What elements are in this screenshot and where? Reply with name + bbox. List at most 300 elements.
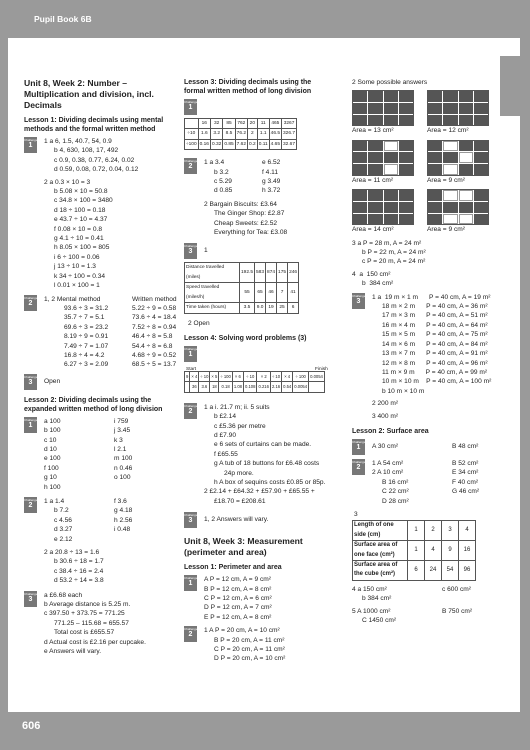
column-1 [24,78,179,657]
answer-line: a £6.68 each [44,591,83,599]
table-cell: Distance travelled (miles) [185,263,240,283]
grid-square [368,91,382,102]
table-cell: 20 [248,119,258,129]
grid-square [459,115,473,126]
answer-line: 2 Some possible answers [352,79,428,86]
table-cell: × 2 [257,371,270,381]
answer-line: d 3.27 [54,526,73,534]
table-cell: 18 [210,382,219,392]
answer-line: g 10 [44,474,57,482]
grid-square [474,202,488,213]
answer-line: 16.8 ÷ 4 = 4.2 [64,351,105,359]
lesson-heading: Lesson 1: Perimeter and area [184,564,282,572]
grid-square [474,152,488,163]
challenge-block [24,591,179,657]
grid-square [459,141,473,152]
grid-square [353,164,367,175]
column-heading: 1, 2 Mental method [44,295,101,303]
table-cell: 7.62 [235,139,247,149]
grid-square [428,202,442,213]
grid-square [368,164,382,175]
grid-square [443,214,457,225]
grid-square [353,202,367,213]
table-cell: 0.85 [223,139,235,149]
answer-line: 13 m × 7 m P = 40 cm, A = 91 m² [382,350,488,358]
table-cell: ÷10 [185,129,199,139]
challenge-badge: Challenge 1 [184,575,197,591]
division-table [184,118,297,150]
grid-square [384,190,398,201]
table-cell: 2.16 [270,382,281,392]
table-cell: 3267 [282,119,297,129]
table-cell: 9.0 [255,303,266,313]
table-cell: 0.32 [210,139,222,149]
table-cell: 1.08 [232,382,243,392]
answer-line: g 3.49 [262,178,281,186]
lesson-heading: Lesson 3: Dividing decimals using the formal written method of long division [184,79,312,95]
answer-line: h 3.72 [262,187,281,195]
table-cell: Speed travelled (miles/h) [185,283,240,303]
answer-line: h 2.56 [114,516,133,524]
challenge-badge: Challenge 2 [184,158,197,174]
table-cell: 24 [425,561,442,581]
answer-line: i 759 [114,417,129,425]
challenge-badge: Challenge 1 [184,346,197,362]
answer-line: e 2.12 [54,535,73,543]
table-cell: 3 [442,521,459,541]
grid-square [428,115,442,126]
grid-square [384,103,398,114]
answer-line: 35.7 ÷ 7 = 5.1 [64,314,105,322]
table-cell: 0.0054 [309,371,325,381]
table-cell: 1 [408,521,425,541]
table-cell: Surface area of the cube (cm²) [353,561,408,581]
answer-line: 68.5 ÷ 5 = 13.7 [132,361,177,369]
answer-line: 69.6 ÷ 3 = 23.2 [64,323,109,331]
answer-line: e 6.52 [262,159,281,167]
page-footer [0,712,530,750]
lesson-heading: Lesson 2: Surface area [352,427,429,435]
answer-line: c 10 [44,436,57,444]
grid-square [384,91,398,102]
answer-line: 1, 2 Answers will vary. [204,516,269,524]
grid-square [474,115,488,126]
answer-line: E 34 cm² [452,469,479,477]
table-cell: 0.18 [219,382,232,392]
answer-line: d 10 [44,445,57,453]
answer-line: E P = 12 cm, A = 8 cm² [204,613,272,621]
surface-area-table [352,520,476,580]
challenge-badge: Challenge 3 [24,591,37,607]
answer-line: Open [44,377,61,385]
answer-line: n 0.46 [114,464,133,472]
challenge-block [24,417,179,492]
grid-square [384,202,398,213]
table-cell: 16 [198,119,210,129]
challenge-block [184,346,334,361]
grid-square [368,103,382,114]
challenge-block [24,497,179,586]
challenge-badge: Challenge 3 [352,293,365,309]
shape-cell [352,140,427,185]
shape-cell [352,189,427,234]
answer-line: 5.22 ÷ 9 = 0.58 [132,304,177,312]
answer-line: B P = 12 cm, A = 8 cm² [204,585,272,593]
table-cell: 0.54 [282,382,293,392]
answer-line: 2 A 10 cm² [372,469,404,477]
answer-line: h 100 [44,483,61,491]
answer-line: C P = 20 cm, A = 11 cm² [214,646,285,654]
table-cell: 1.6 [198,129,210,139]
answer-line: e Answers will vary. [44,648,102,656]
answer-line: c 34.8 × 100 = 3480 [54,197,113,205]
grid-square [368,202,382,213]
challenge-block [24,374,179,390]
table-cell: 1.1 [257,129,269,139]
answer-line: k 3 [114,436,123,444]
answer-line: d Actual cost is £2.16 per cupcake. [44,638,146,646]
table-cell: 19 [266,303,277,313]
table-cell: 85 [223,119,235,129]
table-cell: ÷ 100 [219,371,232,381]
challenge-badge: Challenge 2 [24,295,37,311]
table-cell: 465 [269,119,281,129]
table-cell: 326.7 [282,129,297,139]
answer-line: f 3.6 [114,498,127,505]
table-cell: 32.67 [282,139,297,149]
table-cell: 6 [408,561,425,581]
page-number: 606 [22,720,41,732]
book-title: Pupil Book 6B [34,14,92,24]
answer-line: 771.25 – 115.68 = 655.57 [54,619,129,627]
answer-line: 1 a 1.4 [44,498,65,505]
answer-line: l 0.01 × 100 = 1 [54,282,100,290]
shape-cell [352,90,427,135]
grid-square [459,164,473,175]
answer-line: B 52 cm² [452,459,479,467]
answer-line: 1 [204,247,208,255]
challenge-badge: Challenge 1 [24,137,37,153]
area-label: Area = 9 cm² [427,176,465,184]
grid-square [459,103,473,114]
answer-line: k 34 ÷ 100 = 0.34 [54,272,106,280]
grid-square [428,190,442,201]
answer-line: c 0.9, 0.38, 0.77, 6.24, 0.02 [54,156,135,164]
table-cell: × 4 [190,371,199,381]
unit-heading: Unit 8, Week 3: Measurement (perimeter and area) [184,536,303,558]
answer-line: 4.68 ÷ 9 = 0.52 [132,351,177,359]
table-cell: 0.0054 [293,382,309,392]
table-cell: 9 [442,541,459,561]
answer-line: l 2.1 [114,445,127,453]
answer-line: h 8.05 × 100 = 805 [54,244,110,252]
table-cell: ÷ 10 [270,371,281,381]
challenge-block [184,626,334,664]
table-cell: 0.108 [243,382,256,392]
answer-line: i 6 ÷ 100 = 0.06 [54,253,100,261]
answer-line: 1 A 54 cm² [372,459,404,467]
grid-square [443,152,457,163]
answer-line: 2 Bargain Biscuits: £3.64 [204,200,277,208]
challenge-block [184,158,334,237]
area-label: Area = 14 cm² [352,226,394,234]
answer-line: e 6 sets of curtains can be made. [214,441,312,449]
grid-square [368,214,382,225]
answer-line: b P = 22 m, A = 24 m² [362,249,426,257]
finish-label: Finish [315,366,328,372]
table-cell: 0.2 [248,139,258,149]
grid-square [368,141,382,152]
table-cell: 46.5 [269,129,281,139]
table-cell: Surface area of one face (cm²) [353,541,408,561]
grid-square [353,214,367,225]
answer-line: B 750 cm² [442,607,473,615]
grid-square [368,190,382,201]
table-cell: 0.11 [257,139,269,149]
table-cell: 76.2 [235,129,247,139]
table-cell: 3.5 [240,303,255,313]
unit-heading: Unit 8, Week 2: Number – Multiplication and division, incl. Decimals [24,78,154,110]
table-cell: 246 [288,263,299,283]
grid-square [353,91,367,102]
table-cell: × 6 [232,371,243,381]
grid-square [428,103,442,114]
answer-line: b Average distance is 5.25 m. [44,601,131,609]
answer-line: 15 m × 5 m P = 40 cm, A = 75 m² [382,331,488,339]
answer-line: 2 Open [188,319,210,327]
answer-line: 3 400 m² [372,412,399,420]
answer-line: f £65.55 [214,450,238,458]
table-cell: 0.216 [257,382,270,392]
grid-square [399,214,413,225]
grid-square [384,141,398,152]
answer-line: 11 m × 9 m P = 40 cm, A = 99 m² [382,368,488,376]
grid-square [474,214,488,225]
lesson-heading: Lesson 1: Dividing decimals using mental methods and the formal written method [24,117,164,133]
grid-square [459,214,473,225]
grid-square [384,115,398,126]
answer-line: d 0.59, 0.08, 0.72, 0.04, 0.12 [54,166,139,174]
answer-line: A P = 12 cm, A = 9 cm² [204,576,271,584]
lesson-heading: Lesson 2: Dividing decimals using the expanded written method of long division [24,396,163,413]
grid-square [384,152,398,163]
answer-line: 4 a 150 cm² [352,585,387,593]
table-cell: Length of one side (cm) [353,521,408,541]
answer-line: D 28 cm² [382,497,409,505]
answer-line: 8.19 ÷ 9 = 0.91 [64,333,109,341]
answer-line: b 4, 630, 108, 17, 492 [54,147,119,155]
answer-line: d 53.2 ÷ 14 = 3.8 [54,577,104,585]
grid-square [459,152,473,163]
lesson-heading: Lesson 4: Solving word problems (3) [184,334,307,342]
answer-line: 1 a 6, 1.5, 40.7, 54, 0.9 [44,138,112,145]
table-cell: 9 [185,371,190,381]
shape-cell [427,189,502,234]
grid-square [428,164,442,175]
answer-line: 3 [354,510,358,518]
answer-line: 93.6 ÷ 3 = 31.2 [64,304,109,312]
speed-table [184,262,299,313]
table-cell: 762 [235,119,247,129]
table-cell: 7 [277,283,288,303]
grid-square [368,152,382,163]
answer-line: 12 m × 8 m P = 40 cm, A = 96 m² [382,359,488,367]
table-cell: 6 [288,303,299,313]
answer-line: c 397.50 + 373.75 = 771.25 [44,610,125,618]
grid-square [443,115,457,126]
answer-line: £18.70 = £208.61 [214,497,266,505]
table-cell: 65 [255,283,266,303]
area-label: Area = 11 cm² [352,176,394,184]
grid-square [399,164,413,175]
grid-square [428,152,442,163]
grid-square [459,91,473,102]
answer-line: b 7.2 [54,507,69,515]
answer-line: 17 m × 3 m P = 40 cm, A = 51 m² [382,312,488,320]
answer-line: g A tub of 18 buttons for £6.48 costs [214,460,320,468]
table-cell: 1 [408,541,425,561]
answer-line: h A box of sequins costs £0.85 or 85p. [214,478,326,486]
answer-line [452,497,512,506]
answer-line: c 38.4 ÷ 16 = 2.4 [54,567,104,575]
table-cell: 2 [425,521,442,541]
challenge-block [352,459,502,506]
answer-line: 1 A P = 20 cm, A = 10 cm² [204,627,280,635]
shape-grid [352,189,414,225]
table-cell: 4 [425,541,442,561]
answer-line: B 48 cm² [452,442,479,450]
challenge-block [24,137,179,291]
answer-line: G 46 cm² [452,488,480,496]
table-cell: 2 [248,129,258,139]
challenge-badge: Challenge 1 [184,99,197,115]
shape-grid [352,90,414,126]
challenge-badge: Challenge 2 [184,626,197,642]
answer-line: 2 200 m² [372,400,399,408]
answer-line: o 100 [114,474,131,482]
grid-square [384,164,398,175]
answer-line: 46.4 ÷ 8 = 5.8 [132,333,173,341]
grid-square [428,141,442,152]
answer-line: D P = 12 cm, A = 7 cm² [204,604,272,612]
grid-square [443,202,457,213]
answer-line: d £7.90 [214,431,236,439]
answer-line: f 100 [44,464,59,472]
table-cell [185,119,199,129]
answer-line: b 384 cm² [362,280,394,288]
table-cell: × 5 [210,371,219,381]
answer-line: Total cost is £655.57 [54,629,115,637]
table-cell: ÷ 10 [243,371,256,381]
grid-square [459,190,473,201]
table-cell: 11 [257,119,269,129]
answer-line: Cheap Sweets: £2.52 [214,219,278,227]
answer-line: f 4.11 [262,168,279,176]
answer-line: m 100 [114,455,133,463]
grid-square [459,202,473,213]
shape-grid [427,189,489,225]
answer-line: g 4.18 [114,507,133,515]
answer-line: D P = 20 cm, A = 10 cm² [214,655,286,663]
challenge-block [184,575,334,622]
grid-square [399,190,413,201]
challenge-badge: Challenge 3 [184,512,197,528]
table-cell: × 4 [282,371,293,381]
answer-line: 7.49 ÷ 7 = 1.07 [64,342,109,350]
answer-line: b £2.14 [214,413,236,421]
answer-line: 16 m × 4 m P = 40 cm, A = 64 m² [382,321,488,329]
answer-line [114,535,174,544]
answer-line: C 1450 cm² [362,617,397,625]
answer-line: 1 a i. 21.7 m; ii. 5 suits [204,403,270,411]
edge-tab [500,56,530,116]
grid-square [353,115,367,126]
area-shapes [352,90,502,234]
challenge-block [352,439,502,455]
table-cell: 8.5 [223,129,235,139]
table-cell: ÷ 100 [293,371,309,381]
grid-square [353,190,367,201]
grid-square [443,190,457,201]
table-cell: 55 [240,283,255,303]
grid-square [399,152,413,163]
challenge-block [184,403,334,506]
answer-line: 2 a 0.3 × 10 = 3 [44,178,91,186]
answer-line: F 40 cm² [452,478,479,486]
answer-line: The Ginger Shop: £2.87 [214,210,285,218]
grid-square [353,141,367,152]
answer-line: b 384 cm² [362,595,392,603]
challenge-badge: Challenge 2 [184,403,197,419]
grid-square [399,141,413,152]
answer-line: 10 m × 10 m P = 40 cm, A = 100 m² [382,378,492,386]
table-cell: 175 [277,263,288,283]
column-3 [352,78,502,625]
answer-line: 2 a 20.8 ÷ 13 = 1.6 [44,549,100,557]
table-cell: 4.65 [269,139,281,149]
answer-line: i 0.48 [114,526,131,534]
grid-square [474,190,488,201]
answer-line: 18 m × 2 m P = 40 cm, A = 36 m² [382,303,488,311]
table-cell: 3.2 [210,129,222,139]
challenge-badge: Challenge 1 [352,439,365,455]
answer-line: 7.52 ÷ 8 = 0.94 [132,323,177,331]
challenge-badge: Challenge 2 [352,459,365,475]
answer-line: 14 m × 6 m P = 40 cm, A = 84 m² [382,340,488,348]
column-2 [184,78,334,664]
answer-line: b 5.08 × 10 = 50.8 [54,188,108,196]
answer-line: A 30 cm² [372,442,399,450]
answer-line: c £5.36 per metre [214,422,266,430]
answer-line: d 0.85 [214,187,233,195]
shape-grid [427,90,489,126]
table-cell: 96 [459,561,476,581]
challenge-badge: Challenge 1 [24,417,37,433]
grid-square [474,164,488,175]
table-cell: 4 [459,521,476,541]
answer-line: c 600 cm² [442,585,471,593]
answer-line: B 16 cm² [382,478,409,486]
answer-line: C 22 cm² [382,488,409,496]
grid-square [443,164,457,175]
answer-line: 3 a P = 28 m, A = 24 m² [352,239,422,247]
answer-line: 1 a 3.4 [204,159,225,167]
grid-square [428,214,442,225]
answer-line: g 4.1 ÷ 10 = 0.41 [54,235,104,243]
answer-line: C P = 12 cm, A = 6 cm² [204,595,272,602]
challenge-block [184,99,334,114]
grid-square [368,115,382,126]
